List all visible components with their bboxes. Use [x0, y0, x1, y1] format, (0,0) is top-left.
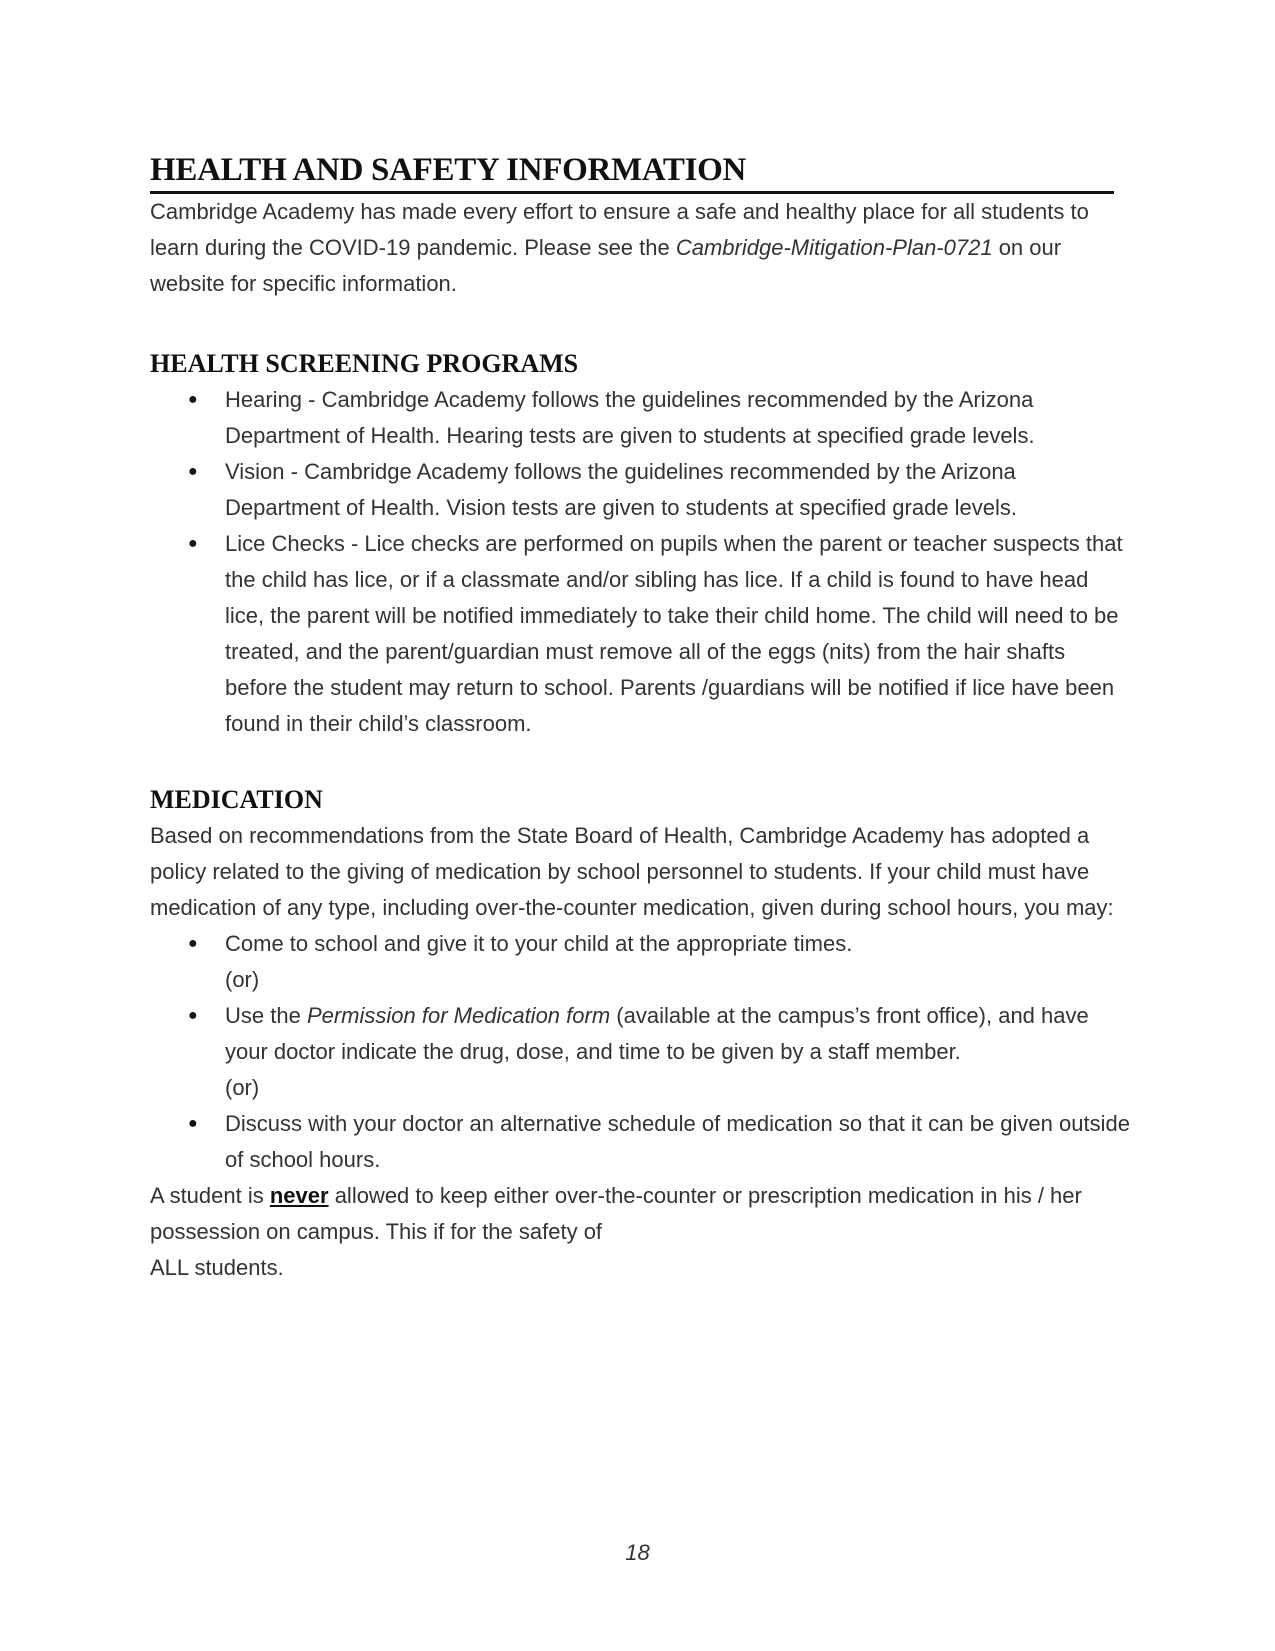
medication-heading: MEDICATION — [150, 785, 323, 814]
intro-text-before: Cambridge Academy has made every effort to ensure a safe and healthy place for all students to learn during the COVID-19 pandemic. Please see the — [150, 199, 1089, 260]
medication-options-list — [150, 926, 1130, 1178]
medication-policy-statement — [150, 1178, 1130, 1286]
screening-item-hearing — [150, 382, 1130, 454]
medication-option-text: Discuss with your doctor an alternative schedule of medication so that it can be given outside of school hours. — [225, 1111, 1130, 1172]
screening-item-vision — [150, 454, 1130, 526]
intro-paragraph — [150, 194, 1130, 302]
medication-option-permission-form — [150, 998, 1130, 1106]
medication-option-alternative-schedule — [150, 1106, 1130, 1178]
bullet-icon: ● — [188, 391, 198, 408]
medication-option-text: Come to school and give it to your child at the appropriate times. — [225, 931, 853, 956]
page-number: 18 — [625, 1540, 650, 1565]
screening-list — [150, 382, 1130, 742]
policy-text-last-line: ALL students. — [150, 1255, 284, 1280]
medication-intro: Based on recommendations from the State Board of Health, Cambridge Academy has adopted a policy related to the giving of medication by school personnel to students. If your child must have medication of any type, including over-the-counter medication, given during school hours, you may: — [150, 823, 1114, 920]
page-title: HEALTH AND SAFETY INFORMATION — [150, 150, 1114, 194]
screening-heading: HEALTH SCREENING PROGRAMS — [150, 349, 579, 378]
medication-option-text-before: Use the — [225, 1003, 307, 1028]
policy-text-before: A student is — [150, 1183, 270, 1208]
intro-text-after: on our website for specific information. — [150, 235, 1062, 296]
screening-item-lice — [150, 526, 1130, 742]
bullet-icon: ● — [188, 1115, 198, 1132]
screening-item-text: Vision - Cambridge Academy follows the guidelines recommended by the Arizona Department of Health. Vision tests are given to students at specified grade levels. — [225, 459, 1018, 520]
page-content — [150, 150, 1130, 1286]
bullet-icon: ● — [188, 463, 198, 480]
bullet-icon: ● — [188, 535, 198, 552]
medication-option-text-after: (available at the campus’s front office), and have your doctor indicate the drug, dose, and time to be given by a staff member. — [225, 1003, 1089, 1064]
mitigation-plan-reference: Cambridge-Mitigation-Plan-0721 — [675, 235, 993, 260]
medication-option-come-to-school — [150, 926, 1130, 998]
or-separator: (or) — [225, 1075, 260, 1100]
bullet-icon: ● — [188, 935, 198, 952]
screening-item-text: Lice Checks - Lice checks are performed on pupils when the parent or teacher suspects that the child has lice, or if a classmate and/or sibling has lice. If a child is found to have head lice, the parent will be notified immediately to take their child home. The child will need to be treated, and the parent/guardian must remove all of the eggs (nits) from the hair shafts before the student may return to school. Parents /guardians will be notified if lice have been found in their child’s classroom. — [225, 531, 1123, 736]
permission-form-reference: Permission for Medication form — [306, 1003, 611, 1028]
never-emphasis: never — [269, 1183, 329, 1208]
bullet-icon: ● — [188, 1007, 198, 1024]
or-separator: (or) — [225, 967, 260, 992]
screening-item-text: Hearing - Cambridge Academy follows the guidelines recommended by the Arizona Department of Health. Hearing tests are given to students at specified grade levels. — [225, 387, 1035, 448]
policy-text-after: allowed to keep either over-the-counter or prescription medication in his / her possession on campus. This if for the safety of — [150, 1183, 1082, 1244]
